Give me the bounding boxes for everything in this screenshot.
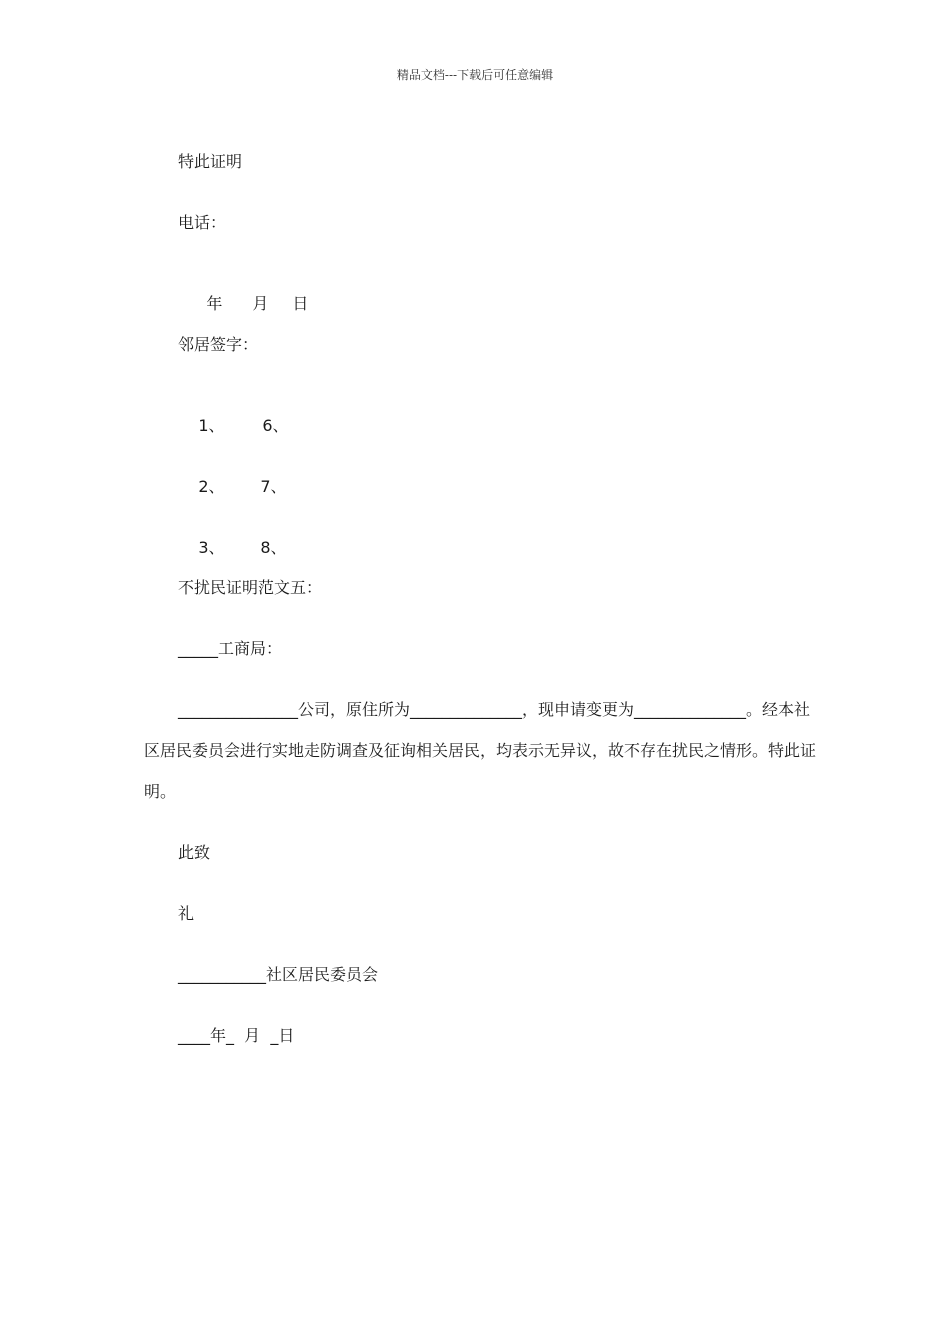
sample-title: 不扰民证明范文五： — [178, 578, 323, 597]
neighbor-sign-line: 邻居签字： — [178, 335, 259, 354]
sign-row-left: 1、 — [198, 416, 225, 435]
phone-line: 电话： — [178, 213, 227, 232]
sign-row — [178, 518, 225, 578]
date-line-1 — [186, 274, 308, 334]
addressee-line: _____工商局： — [178, 639, 283, 658]
sign-row-right: 6、 — [262, 416, 289, 435]
sign-row — [240, 518, 287, 578]
sign-row-left: 3、 — [198, 538, 225, 557]
sign-row-left: 2、 — [198, 477, 225, 496]
date-line-2: ____年_ 月 _日 — [178, 1026, 295, 1045]
sign-row — [242, 396, 289, 456]
closing-line-1: 此致 — [178, 843, 211, 862]
page-header: 精品文档---下载后可任意编辑 — [396, 68, 554, 82]
certify-line: 特此证明 — [178, 152, 243, 171]
closing-line-2: 礼 — [178, 904, 195, 923]
day-label: 日 — [292, 294, 309, 313]
sign-row-right: 8、 — [260, 538, 287, 557]
sign-row — [178, 457, 225, 517]
signature-line: ___________社区居民委员会 — [178, 965, 379, 984]
sign-row — [240, 457, 287, 517]
month-label: 月 — [252, 294, 269, 313]
sign-row — [178, 396, 225, 456]
sign-row-right: 7、 — [260, 477, 287, 496]
body-paragraph: _______________公司，原住所为______________，现申请变更为______________。经本社区居民委员会进行实地走防调查及征询相关居民，均表示无异议，故不存在扰民之情形。特此证明。 — [144, 700, 817, 801]
year-label: 年 — [206, 294, 223, 313]
